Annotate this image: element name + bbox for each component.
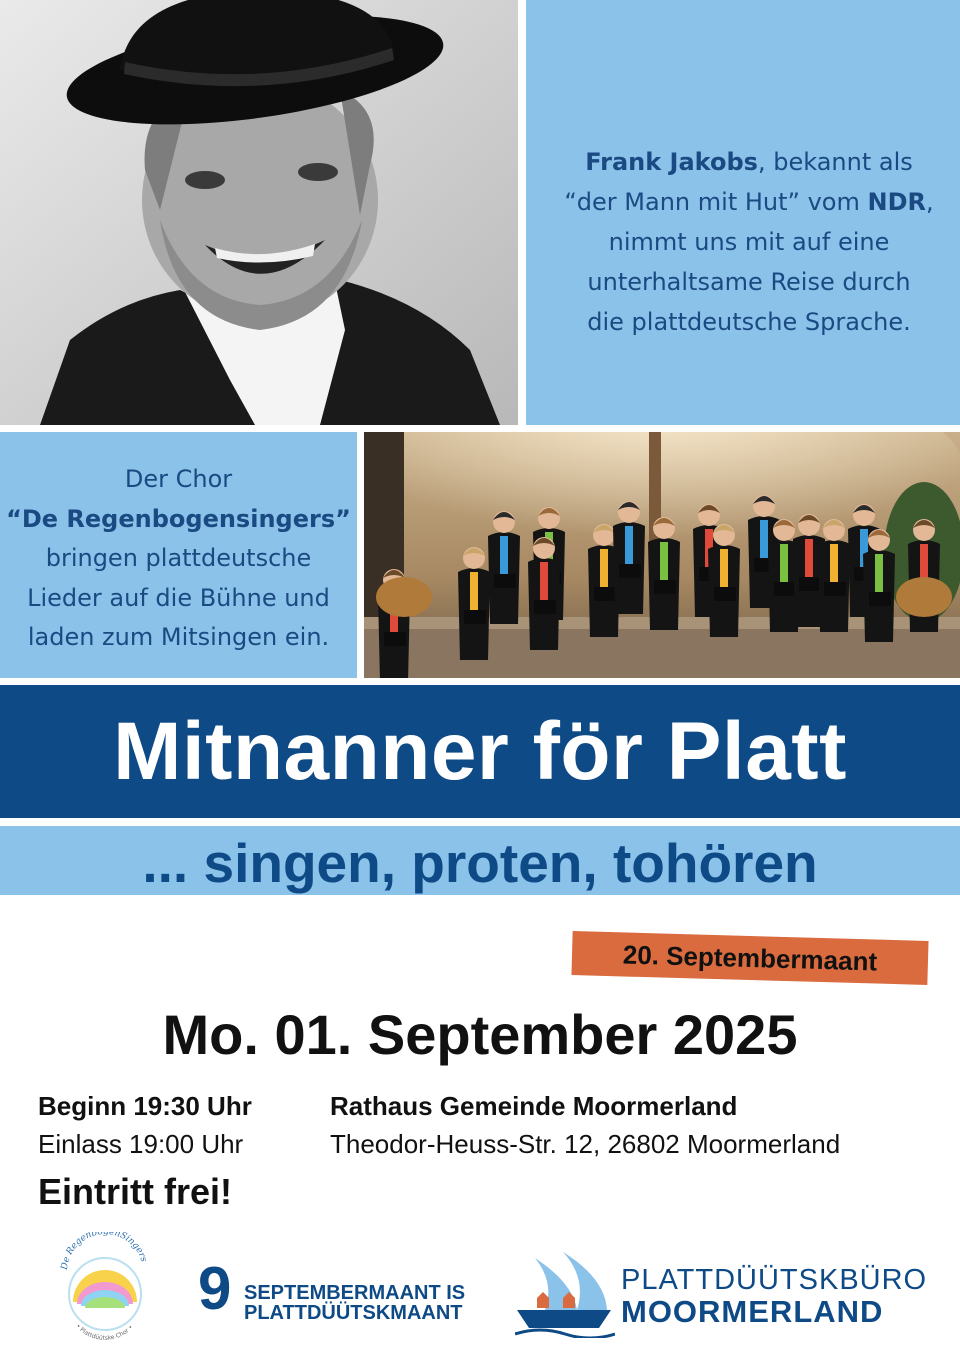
choir-name: “De Regenbogensingers” [6,504,351,533]
admission-time: Einlass 19:00 Uhr [38,1129,244,1159]
svg-text:• Plattdüütske Chor •: • Plattdüütske Chor • [74,1322,135,1342]
event-date: Mo. 01. September 2025 [162,1003,798,1066]
month-tag-label: 20. Septembermaant [622,939,878,977]
venue-name: Rathaus Gemeinde Moormerland [330,1091,738,1121]
intro-text [546,142,952,342]
speaker-name: Frank Jakobs [585,148,758,176]
sept-number: 9 [198,1255,232,1322]
event-title: Mitnanner för Platt [113,706,847,797]
choir-line1: Der Chor [124,465,233,493]
plattduutskburo-logo [515,1248,935,1338]
choir-line5: laden zum Mitsingen ein. [27,623,330,651]
intro-line3: nimmt uns mit auf eine [608,228,890,256]
month-tag [571,931,928,985]
intro-line5: die plattdeutsche Sprache. [587,308,911,336]
choir-line4: Lieder auf die Bühne und [27,583,330,612]
intro-box [526,0,960,425]
choir-box [0,432,357,678]
portrait-photo [0,0,518,425]
choir-logo [55,1232,155,1342]
intro-line2: “der Mann mit Hut” vom [564,188,868,216]
intro-line1: , bekannt als [757,148,913,176]
choir-line3: bringen plattdeutsche [45,544,312,572]
svg-text:De RegenbogenSingers: De RegenbogenSingers [59,1232,149,1271]
choir-text [4,460,353,658]
ship-icon [515,1248,615,1338]
buero-line1: PLATTDÜÜTSKBÜRO [621,1264,928,1296]
sept-line1: SEPTEMBERMAANT IS [244,1282,466,1304]
buero-line2: MOORMERLAND [621,1294,884,1329]
intro-line4: unterhaltsame Reise durch [587,268,911,296]
septembermaant-logo [198,1255,488,1328]
choir-photo [364,432,960,678]
venue-address: Theodor-Heuss-Str. 12, 26802 Moormerland [330,1129,841,1159]
start-time: Beginn 19:30 Uhr [38,1091,252,1121]
sept-line2: PLATTDÜÜTSKMAANT [244,1302,463,1324]
subtitle-band [0,826,960,895]
intro-line2-end: , [925,188,934,216]
ndr-label: NDR [867,188,926,216]
event-subtitle: ... singen, proten, tohören [142,832,818,894]
free-entry: Eintritt frei! [38,1171,232,1212]
title-band [0,685,960,818]
